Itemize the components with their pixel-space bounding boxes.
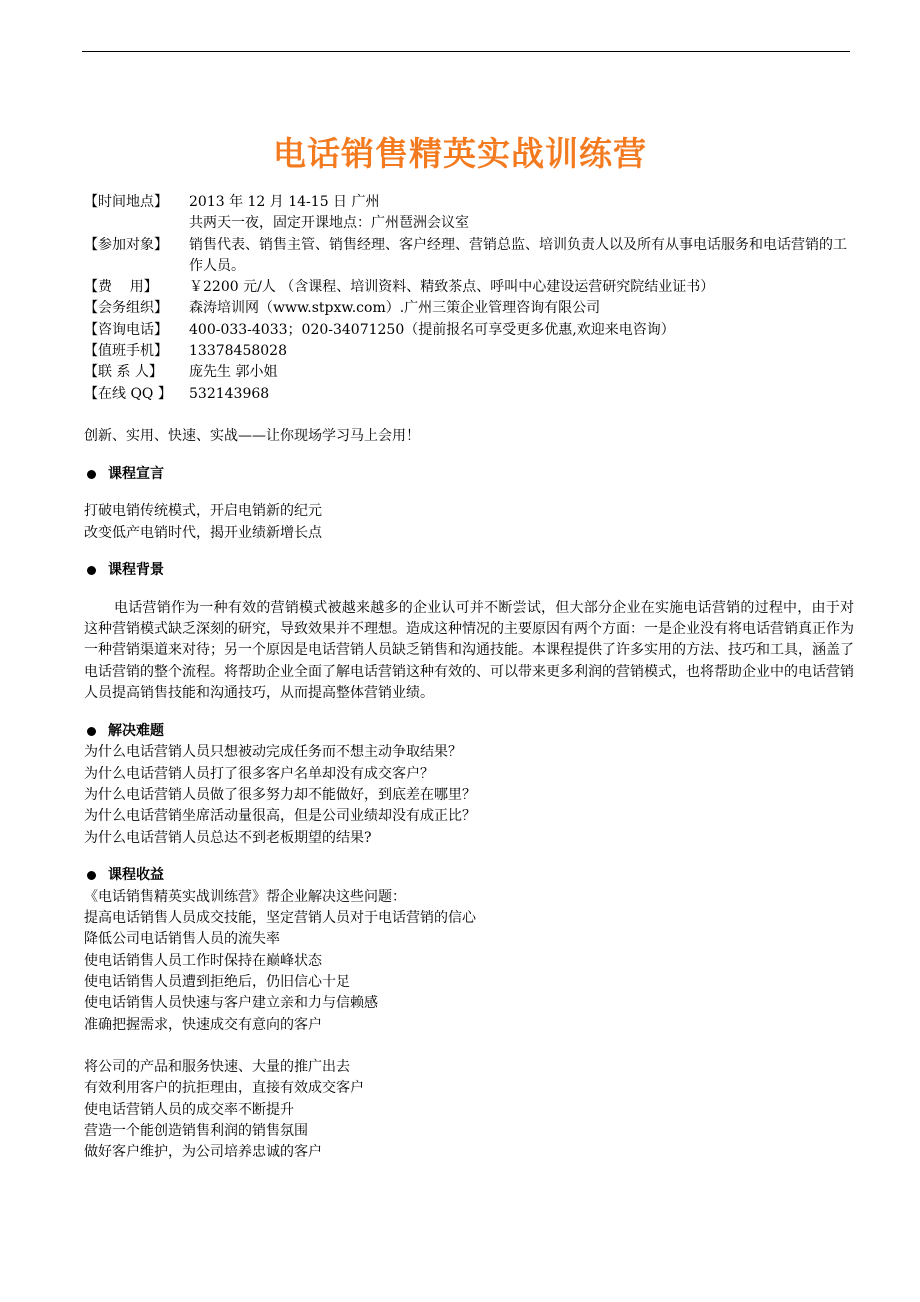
section-heading-xuanyan bbox=[84, 463, 854, 485]
nanti-line: 为什么电话营销人员做了很多努力却不能做好，到底差在哪里？ bbox=[84, 786, 476, 803]
info-value: 400-033-4033；020-34071250（提前报名可享受更多优惠,欢迎来电咨询） bbox=[189, 321, 675, 338]
xuanyan-line: 打破电销传统模式，开启电销新的纪元 bbox=[84, 503, 322, 520]
info-label: 【时间地点】 bbox=[84, 194, 168, 210]
section-heading-shouyi bbox=[84, 865, 854, 887]
info-value: 销售代表、销售主管、销售经理、客户经理、营销总监、培训负责人以及所有从事电话服务和电话营销的工作人员。 bbox=[189, 236, 847, 274]
shouyi-line: 使电话销售人员遭到拒绝后，仍旧信心十足 bbox=[84, 974, 350, 991]
shouyi-line: 营造一个能创造销售利润的销售氛围 bbox=[84, 1122, 308, 1139]
info-value: 13378458028 bbox=[189, 343, 287, 360]
info-label: 【费 用】 bbox=[84, 279, 158, 296]
info-label: 【咨询电话】 bbox=[84, 321, 168, 338]
slogan: 创新、实用、快速、实战——让你现场学习马上会用！ bbox=[84, 427, 420, 444]
section-heading-text: 课程收益 bbox=[108, 867, 164, 884]
shouyi-line: 使电话销售人员快速与客户建立亲和力与信赖感 bbox=[84, 995, 378, 1012]
shouyi-line: 使电话营销人员的成交率不断提升 bbox=[84, 1101, 294, 1118]
info-value: 2013 年 12 月 14-15 日 广州 bbox=[189, 194, 380, 210]
header-rule bbox=[82, 51, 850, 52]
info-row-contact bbox=[84, 362, 854, 383]
shouyi-line: 准确把握需求，快速成交有意向的客户 bbox=[84, 1016, 322, 1033]
section-heading-text: 解决难题 bbox=[108, 722, 164, 739]
section-heading-text: 课程背景 bbox=[108, 562, 164, 579]
page-title: 电话销售精英实战训练营 bbox=[273, 134, 647, 173]
info-label: 【联 系 人】 bbox=[84, 364, 163, 381]
info-value: 森涛培训网（www.stpxw.com）.广州三策企业管理咨询有限公司 bbox=[189, 300, 601, 317]
shouyi-line: 有效利用客户的抗拒理由，直接有效成交客户 bbox=[84, 1080, 364, 1097]
bullet-icon bbox=[87, 727, 96, 736]
info-label: 【参加对象】 bbox=[84, 236, 168, 253]
info-row-fee bbox=[84, 277, 854, 298]
nanti-line: 为什么电话营销人员只想被动完成任务而不想主动争取结果？ bbox=[84, 744, 462, 761]
bullet-icon bbox=[87, 470, 96, 479]
xuanyan-line: 改变低产电销时代，揭开业绩新增长点 bbox=[84, 524, 322, 541]
nanti-line: 为什么电话营销坐席活动量很高，但是公司业绩却没有成正比？ bbox=[84, 808, 476, 825]
section-heading-beijing bbox=[84, 560, 854, 582]
info-row-qq bbox=[84, 384, 854, 405]
info-row-audience bbox=[84, 235, 854, 278]
bullet-icon bbox=[87, 871, 96, 880]
info-value: 庞先生 郭小姐 bbox=[189, 364, 278, 381]
shouyi-line: 将公司的产品和服务快速、大量的推广出去 bbox=[84, 1058, 350, 1075]
info-value: 532143968 bbox=[189, 385, 270, 402]
info-label: 【会务组织】 bbox=[84, 300, 168, 317]
shouyi-line: 《电话销售精英实战训练营》帮企业解决这些问题： bbox=[84, 888, 406, 905]
nanti-line: 为什么电话营销人员打了很多客户名单却没有成交客户？ bbox=[84, 765, 434, 782]
info-block bbox=[84, 192, 854, 405]
info-label: 【值班手机】 bbox=[84, 343, 168, 360]
shouyi-line: 提高电话销售人员成交技能，坚定营销人员对于电话营销的信心 bbox=[84, 910, 476, 927]
shouyi-line: 降低公司电话销售人员的流失率 bbox=[84, 931, 280, 948]
info-value: ￥2200 元/人 （含课程、培训资料、精致茶点、呼叫中心建设运营研究院结业证书） bbox=[189, 279, 715, 296]
nanti-line: 为什么电话营销人员总达不到老板期望的结果? bbox=[84, 829, 372, 846]
background-paragraph: 电话营销作为一种有效的营销模式被越来越多的企业认可并不断尝试，但大部分企业在实施电话营销的过程中，由于对这种营销模式缺乏深刻的研究，导致效果并不理想。造成这种情况的主要原因有两个方面：一是企业没有将电话营销真正作为一种营销渠道来对待；另一个原因是电话营销人员缺乏销售和沟通技能。本课程提供了许多实用的方法、技巧和工具，涵盖了电话营销的整个流程。将帮助企业全面了解电话营销这种有效的、可以带来更多利润的营销模式，也将帮助企业中的电话营销人员提高销售技能和沟通技巧，从而提高整体营销业绩。 bbox=[84, 599, 854, 702]
info-row-organizer bbox=[84, 298, 854, 319]
shouyi-line: 使电话销售人员工作时保持在巅峰状态 bbox=[84, 952, 322, 969]
info-row-phone bbox=[84, 320, 854, 341]
info-label: 【在线 QQ 】 bbox=[84, 385, 172, 402]
bullet-icon bbox=[87, 566, 96, 575]
info-row-time bbox=[84, 192, 854, 235]
section-heading-nanti bbox=[84, 720, 854, 742]
info-value: 共两天一夜，固定开课地点：广州琶洲会议室 bbox=[189, 215, 469, 232]
document-body bbox=[84, 192, 854, 1163]
shouyi-line: 做好客户维护，为公司培养忠诚的客户 bbox=[84, 1144, 322, 1161]
info-row-mobile bbox=[84, 341, 854, 362]
section-heading-text: 课程宣言 bbox=[108, 465, 164, 482]
